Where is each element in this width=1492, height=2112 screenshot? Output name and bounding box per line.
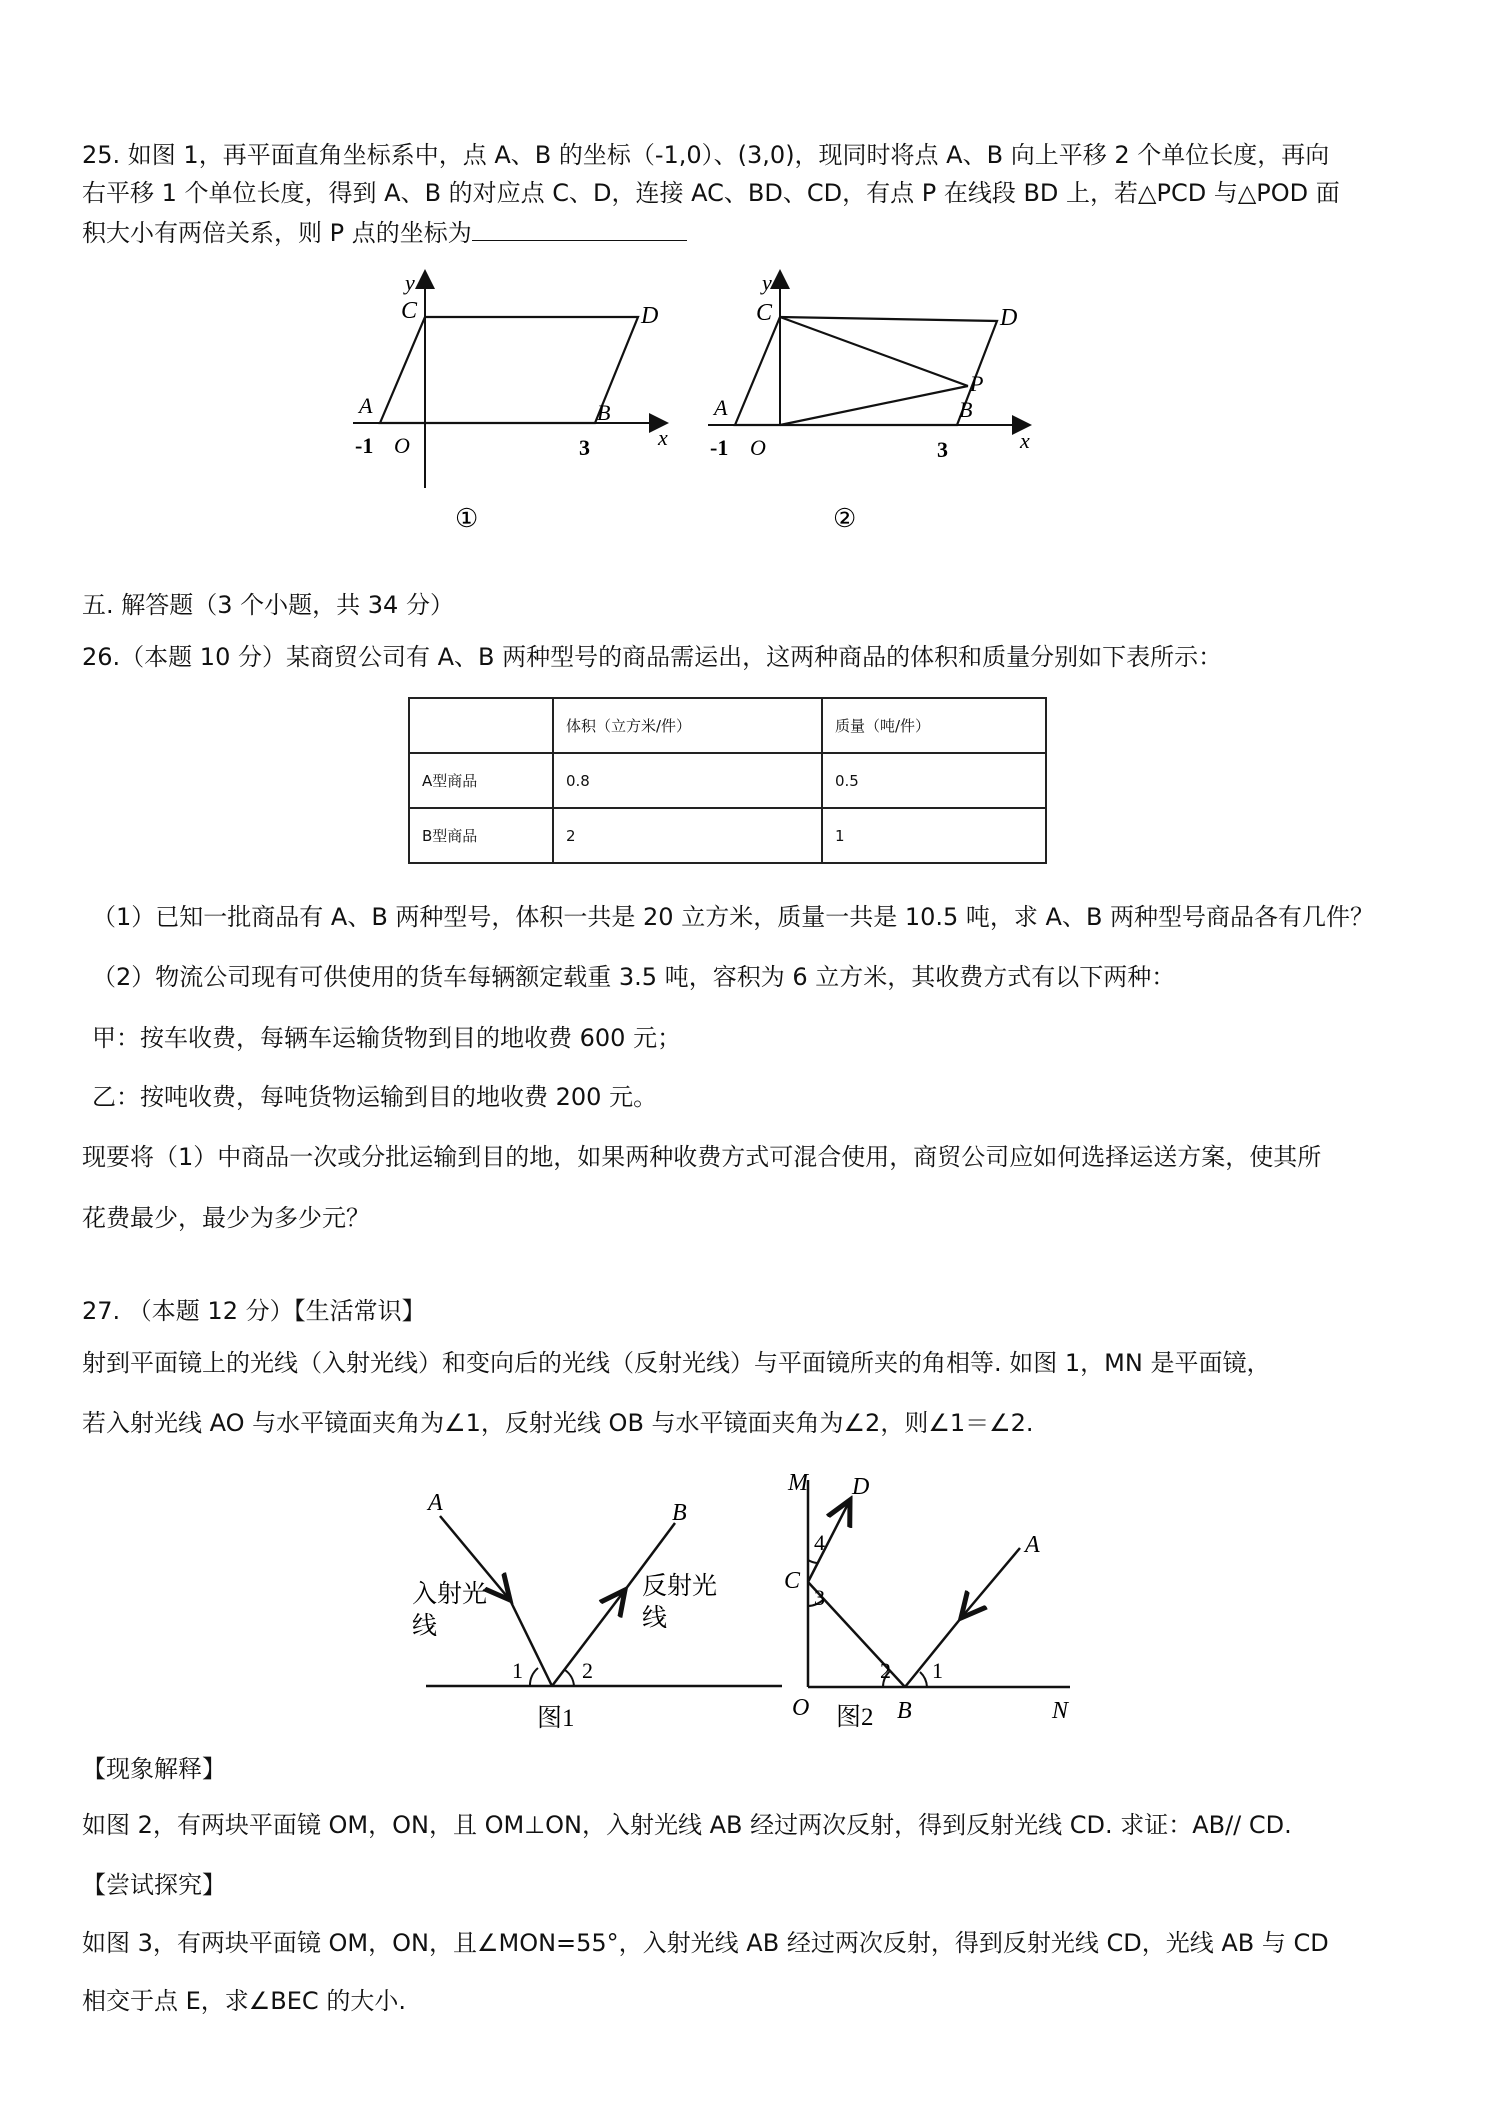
fig1-incident-label-2: 线 (412, 1613, 438, 1640)
table-cell: 0.8 (553, 753, 822, 808)
q26-option-jia: 甲：按车收费，每辆车运输货物到目的地收费 600 元； (92, 1024, 682, 1052)
f2-3-label: 3 (937, 437, 948, 462)
fig1-B-label: B (672, 1500, 687, 1526)
f1-D-label: D (641, 303, 659, 329)
f2-P-label: P (970, 371, 984, 396)
f2-D-label: D (1000, 305, 1018, 331)
fig2-D-label: D (852, 1474, 870, 1500)
f1-caption: ① (455, 504, 479, 533)
fig1-reflect-label-1: 反射光 (642, 1573, 718, 1600)
f1-A-label: A (359, 393, 373, 418)
fig1-incident-label-1: 入射光 (412, 1581, 488, 1608)
f1-O-label: O (394, 433, 410, 458)
table-row (409, 753, 1046, 808)
fig2-caption: 图2 (836, 1704, 874, 1731)
q26-intro: 26.（本题 10 分）某商贸公司有 A、B 两种型号的商品需运出，这两种商品的体积和质量分别如下表所示： (82, 643, 1223, 671)
fig2-N-label: N (1052, 1698, 1069, 1724)
q25-line-3-text: 积大小有两倍关系，则 P 点的坐标为 (82, 219, 472, 247)
q27-line-1: 射到平面镜上的光线（入射光线）和变向后的光线（反射光线）与平面镜所夹的角相等. 如图 1，MN 是平面镜， (82, 1349, 1271, 1377)
f2-C-label: C (756, 300, 773, 326)
fig2-angle-2: 2 (880, 1658, 891, 1683)
table-cell: 2 (553, 808, 822, 863)
table-header-cell: 质量（吨/件） (822, 698, 1046, 753)
section-5-heading: 五. 解答题（3 个小题，共 34 分） (82, 591, 454, 619)
answer-blank[interactable] (472, 218, 687, 241)
explore-heading: 【尝试探究】 (82, 1871, 226, 1899)
q25-figure-1 (345, 265, 685, 545)
q27-figure-1 (410, 1490, 790, 1750)
explore-text-line-1: 如图 3，有两块平面镜 OM，ON，且∠MON=55°，入射光线 AB 经过两次反射，得到反射光线 CD，光线 AB 与 CD (82, 1929, 1329, 1957)
q26-part-2: （2）物流公司现有可供使用的货车每辆额定载重 3.5 吨，容积为 6 立方米，其收费方式有以下两种： (92, 963, 1176, 991)
q25-line-1: 25. 如图 1，再平面直角坐标系中，点 A、B 的坐标（-1,0）、(3,0)，现同时将点 A、B 向上平移 2 个单位长度，再向 (82, 141, 1330, 169)
goods-table (408, 697, 1047, 864)
fig1-A-label: A (428, 1490, 443, 1516)
q25-line-3 (82, 218, 687, 248)
f1-x-label: x (658, 425, 668, 450)
f1-minus1-label: -1 (355, 433, 374, 458)
f2-y-label: y (762, 270, 772, 295)
table-header-row (409, 698, 1046, 753)
q27-title: 27. （本题 12 分）【生活常识】 (82, 1297, 426, 1325)
f2-minus1-label: -1 (710, 435, 729, 460)
fig2-O-label: O (792, 1695, 810, 1721)
table-cell: 0.5 (822, 753, 1046, 808)
q25-figure-2 (700, 265, 1040, 545)
f2-x-label: x (1020, 428, 1030, 453)
f2-O-label: O (750, 435, 766, 460)
f2-caption: ② (833, 504, 857, 533)
fig1-reflect-label-2: 线 (642, 1605, 668, 1632)
f2-A-label: A (714, 395, 728, 420)
fig2-C-label: C (784, 1568, 801, 1594)
table-header-cell (409, 698, 553, 753)
fig1-caption: 图1 (537, 1705, 575, 1732)
fig1-angle-1: 1 (512, 1658, 523, 1683)
f2-B-label: B (959, 397, 973, 422)
table-header-cell: 体积（立方米/件） (553, 698, 822, 753)
f1-y-label: y (405, 270, 415, 295)
phenomenon-text: 如图 2，有两块平面镜 OM，ON，且 OM⊥ON，入射光线 AB 经过两次反射，得到反射光线 CD. 求证：AB// CD. (82, 1811, 1292, 1839)
phenomenon-heading: 【现象解释】 (82, 1755, 226, 1783)
fig2-angle-1: 1 (932, 1658, 943, 1683)
q26-question-line-2: 花费最少，最少为多少元？ (82, 1204, 370, 1232)
table-cell: B型商品 (409, 808, 553, 863)
fig2-M-label: M (788, 1470, 808, 1496)
q26-part-1: （1）已知一批商品有 A、B 两种型号，体积一共是 20 立方米，质量一共是 10.5 吨，求 A、B 两种型号商品各有几件？ (92, 903, 1375, 931)
explore-text-line-2: 相交于点 E，求∠BEC 的大小. (82, 1987, 406, 2015)
q26-option-yi: 乙：按吨收费，每吨货物运输到目的地收费 200 元。 (92, 1083, 658, 1111)
fig2-angle-4: 4 (814, 1530, 825, 1555)
fig2-angle-3: 3 (814, 1585, 825, 1610)
q27-line-2: 若入射光线 AO 与水平镜面夹角为∠1，反射光线 OB 与水平镜面夹角为∠2，则∠1＝∠2. (82, 1409, 1034, 1437)
fig2-A-label: A (1025, 1532, 1040, 1558)
table-row (409, 808, 1046, 863)
table-cell: 1 (822, 808, 1046, 863)
q25-line-2: 右平移 1 个单位长度，得到 A、B 的对应点 C、D，连接 AC、BD、CD，有点 P 在线段 BD 上，若△PCD 与△POD 面 (82, 179, 1340, 207)
fig2-B-label: B (897, 1698, 912, 1724)
table-cell: A型商品 (409, 753, 553, 808)
q26-question-line-1: 现要将（1）中商品一次或分批运输到目的地，如果两种收费方式可混合使用，商贸公司应如何选择运送方案，使其所 (82, 1143, 1322, 1171)
f1-B-label: B (597, 400, 611, 425)
f1-3-label: 3 (579, 435, 590, 460)
q27-figure-2 (770, 1460, 1100, 1750)
f1-C-label: C (401, 298, 418, 324)
fig1-angle-2: 2 (582, 1658, 593, 1683)
